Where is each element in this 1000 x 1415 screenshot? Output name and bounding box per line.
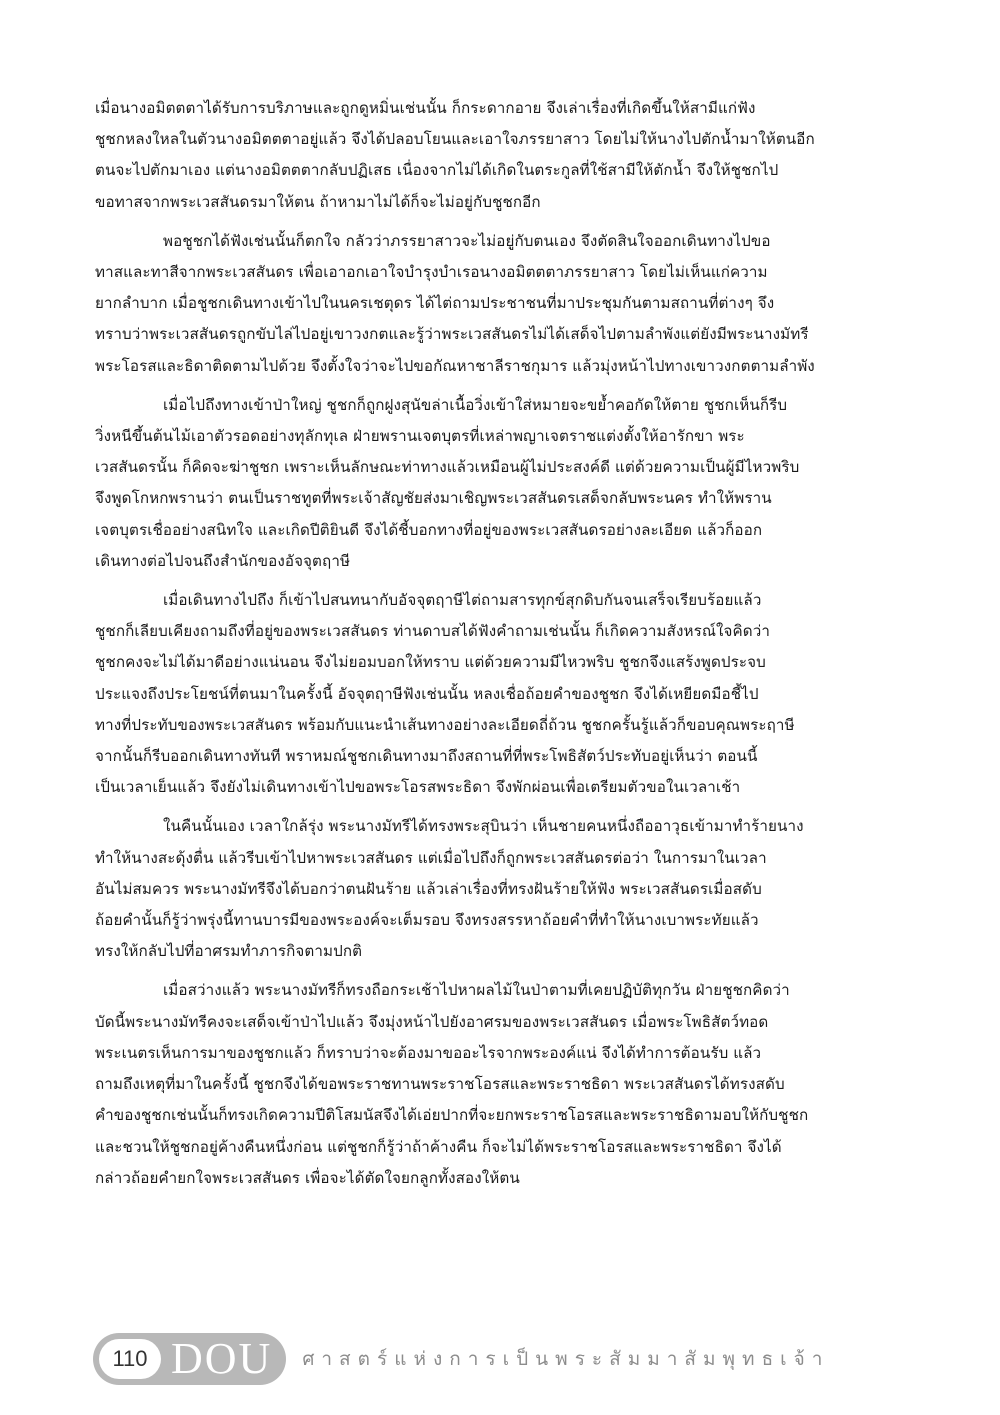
paragraph xyxy=(95,811,905,967)
text-line: ประแจงถึงประโยชน์ที่ตนมาในครั้งนี้ อัจจุตฤาษีฟังเช่นนั้น หลงเชื่อถ้อยคำของชูชก จึงได้เหยียดมือชี้ไป xyxy=(95,684,759,703)
text-line: บัดนี้พระนางมัทรีคงจะเสด็จเข้าป่าไปแล้ว จึงมุ่งหน้าไปยังอาศรมของพระเวสสันดร เมื่อพระโพธิสัตว์ทอด xyxy=(95,1012,769,1031)
text-line: ในคืนนั้นเอง เวลาใกล้รุ่ง พระนางมัทรีได้ทรงพระสุบินว่า เห็นชายคนหนึ่งถืออาวุธเข้ามาทำร้ายนาง xyxy=(163,817,804,836)
text-line: เวสสันดรนั้น ก็คิดจะฆ่าชูชก เพราะเห็นลักษณะท่าทางแล้วเหมือนผู้ไม่ประสงค์ดี แต่ด้วยความเป็นผู้มีไหวพริบ xyxy=(95,458,800,477)
text-line: ชูชกหลงใหลในตัวนางอมิตตตาอยู่แล้ว จึงได้ปลอบโยนและเอาใจภรรยาสาว โดยไม่ให้นางไปตักน้ำมาให้ตนอีก xyxy=(95,130,815,149)
footer-badge xyxy=(93,1333,286,1385)
text-line: เมื่อเดินทางไปถึง ก็เข้าไปสนทนากับอัจจุตฤาษีไต่ถามสารทุกข์สุกดิบกันจนเสร็จเรียบร้อยแล้ว xyxy=(163,591,762,610)
text-line: และชวนให้ชูชกอยู่ค้างคืนหนึ่งก่อน แต่ชูชกก็รู้ว่าถ้าค้างคืน ก็จะไม่ได้พระราชโอรสและพระราชธิดา จึงได้ xyxy=(95,1137,782,1156)
text-line: จึงพูดโกหกพรานว่า ตนเป็นราชทูตที่พระเจ้าสัญชัยส่งมาเชิญพระเวสสันดรเสด็จกลับพระนคร ทำให้พราน xyxy=(95,489,772,508)
text-line: เมื่อสว่างแล้ว พระนางมัทรีก็ทรงถือกระเช้าไปหาผลไม้ในป่าตามที่เคยปฏิบัติทุกวัน ฝ่ายชูชกคิดว่า xyxy=(163,981,790,1000)
text-line: วิ่งหนีขึ้นต้นไม้เอาตัวรอดอย่างทุลักทุเล ฝ่ายพรานเจตบุตรที่เหล่าพญาเจตราชแต่งตั้งให้อารักขา พระ xyxy=(95,427,745,446)
text-line: ทำให้นางสะดุ้งตื่น แล้วรีบเข้าไปหาพระเวสสันดร แต่เมื่อไปถึงก็ถูกพระเวสสันดรต่อว่า ในการมาในเวลา xyxy=(95,848,767,867)
main-text xyxy=(95,93,905,1202)
dou-logo: DOU xyxy=(171,1334,273,1383)
page-number: 110 xyxy=(99,1339,161,1379)
paragraph xyxy=(95,585,905,803)
paragraph xyxy=(95,390,905,577)
text-line: ตนจะไปตักมาเอง แต่นางอมิตตตากลับปฏิเสธ เนื่องจากไม่ได้เกิดในตระกูลที่ใช้สามีให้ตักน้ำ จึงให้ชูชกไป xyxy=(95,161,779,180)
text-line: เจตบุตรเชื่ออย่างสนิทใจ และเกิดปีติยินดี จึงได้ชี้บอกทางที่อยู่ของพระเวสสันดรอย่างละเอียด แล้วก็ออก xyxy=(95,520,763,539)
text-line: ถ้อยคำนั้นก็รู้ว่าพรุ่งนี้ทานบารมีของพระองค์จะเต็มรอบ จึงทรงสรรหาถ้อยคำที่ทำให้นางเบาพระทัยแล้ว xyxy=(95,911,759,930)
page-footer xyxy=(93,1333,829,1385)
text-line: พระเนตรเห็นการมาของชูชกแล้ว ก็ทราบว่าจะต้องมาขออะไรจากพระองค์แน่ จึงได้ทำการต้อนรับ แล้ว xyxy=(95,1043,762,1062)
text-line: ทาสและทาสีจากพระเวสสันดร เพื่อเอาอกเอาใจบำรุงบำเรอนางอมิตตตาภรรยาสาว โดยไม่เห็นแก่ความ xyxy=(95,263,768,282)
text-line: ชูชกคงจะไม่ได้มาดีอย่างแน่นอน จึงไม่ยอมบอกให้ทราบ แต่ด้วยความมีไหวพริบ ชูชกจึงแสร้งพูดประจบ xyxy=(95,653,766,672)
paragraph xyxy=(95,975,905,1193)
paragraph xyxy=(95,93,905,218)
text-line: เป็นเวลาเย็นแล้ว จึงยังไม่เดินทางเข้าไปขอพระโอรสพระธิดา จึงพักผ่อนเพื่อเตรียมตัวขอในเวลาเช้า xyxy=(95,778,741,797)
text-line: ขอทาสจากพระเวสสันดรมาให้ตน ถ้าหามาไม่ได้ก็จะไม่อยู่กับชูชกอีก xyxy=(95,192,541,211)
text-line: ทราบว่าพระเวสสันดรถูกขับไล่ไปอยู่เขาวงกตและรู้ว่าพระเวสสันดรไม่ได้เสด็จไปตามลำพังแต่ยังมีพระนางมัทรี xyxy=(95,325,809,344)
text-line: เมื่อไปถึงทางเข้าป่าใหญ่ ชูชกก็ถูกฝูงสุนัขล่าเนื้อวิ่งเข้าใส่หมายจะขย้ำคอกัดให้ตาย ชูชกเห็นก็รีบ xyxy=(163,395,788,414)
text-line: ทางที่ประทับของพระเวสสันดร พร้อมกับแนะนำเส้นทางอย่างละเอียดถี่ถ้วน ชูชกครั้นรู้แล้วก็ขอบคุณพระฤาษี xyxy=(95,715,795,734)
text-line: คำของชูชกเช่นนั้นก็ทรงเกิดความปีติโสมนัสจึงได้เอ่ยปากที่จะยกพระราชโอรสและพระราชธิดามอบให้กับชูชก xyxy=(95,1106,809,1125)
paragraph xyxy=(95,226,905,382)
text-line: ถามถึงเหตุที่มาในครั้งนี้ ชูชกจึงได้ขอพระราชทานพระราชโอรสและพระราชธิดา พระเวสสันดรได้ทรงสดับ xyxy=(95,1075,785,1094)
text-line: ชูชกก็เลียบเคียงถามถึงที่อยู่ของพระเวสสันดร ท่านดาบสได้ฟังคำถามเช่นนั้น ก็เกิดความสังหรณ์ใจคิดว่า xyxy=(95,622,771,641)
book-title: ศาสตร์แห่งการเป็นพระสัมมาสัมพุทธเจ้า xyxy=(302,1348,830,1370)
text-line: อันไม่สมควร พระนางมัทรีจึงได้บอกว่าตนฝันร้าย แล้วเล่าเรื่องที่ทรงฝันร้ายให้ฟัง พระเวสสันดรเมื่อสดับ xyxy=(95,879,762,898)
text-line: พระโอรสและธิดาติดตามไปด้วย จึงตั้งใจว่าจะไปขอกัณหาชาลีราชกุมาร แล้วมุ่งหน้าไปทางเขาวงกตตามลำพัง xyxy=(95,356,815,375)
text-line: พอชูชกได้ฟังเช่นนั้นก็ตกใจ กลัวว่าภรรยาสาวจะไม่อยู่กับตนเอง จึงตัดสินใจออกเดินทางไปขอ xyxy=(163,231,771,250)
text-line: กล่าวถ้อยคำยกใจพระเวสสันดร เพื่อจะได้ตัดใจยกลูกทั้งสองให้ตน xyxy=(95,1168,520,1187)
text-line: เดินทางต่อไปจนถึงสำนักของอัจจุตฤาษี xyxy=(95,551,351,570)
text-line: ยากลำบาก เมื่อชูชกเดินทางเข้าไปในนครเชตุดร ได้ไต่ถามประชาชนที่มาประชุมกันตามสถานที่ต่างๆ จึง xyxy=(95,294,775,313)
text-line: เมื่อนางอมิตตตาได้รับการบริภาษและถูกดูหมิ่นเช่นนั้น ก็กระดากอาย จึงเล่าเรื่องที่เกิดขึ้นให้สามีแก่ฟัง xyxy=(95,99,756,117)
text-line: ทรงให้กลับไปที่อาศรมทำภารกิจตามปกติ xyxy=(95,942,363,961)
text-line: จากนั้นก็รีบออกเดินทางทันที พราหมณ์ชูชกเดินทางมาถึงสถานที่ที่พระโพธิสัตว์ประทับอยู่เห็นว่า ตอนนี้ xyxy=(95,747,758,766)
